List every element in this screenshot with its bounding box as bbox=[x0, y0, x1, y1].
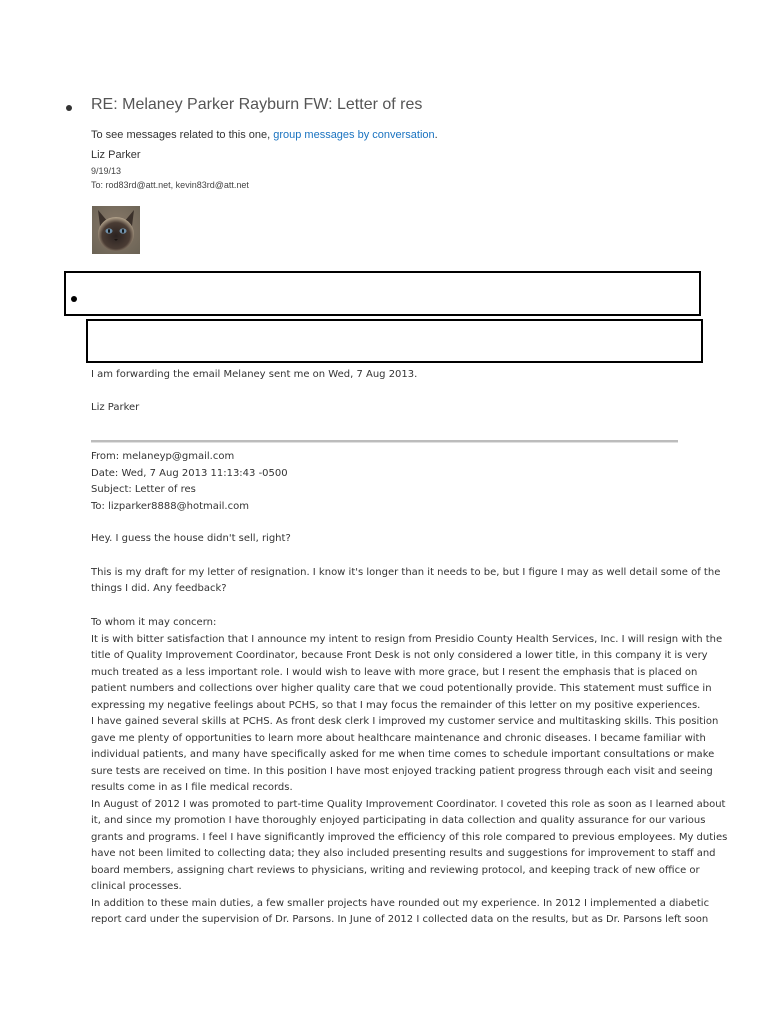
message-date: 9/19/13 bbox=[91, 166, 122, 176]
related-messages-note bbox=[91, 129, 438, 141]
related-suffix: . bbox=[434, 129, 438, 141]
forwarded-from: From: melaneyp@gmail.com bbox=[91, 451, 235, 462]
letter-line: results come in as I file medical records. bbox=[91, 782, 293, 793]
redacted-bullet bbox=[71, 296, 77, 302]
redacted-box-secondary bbox=[86, 319, 703, 363]
letter-line: gave me plenty of opportunities to learn more about healthcare maintenance and chronic diseases. I became familiar with bbox=[91, 732, 706, 744]
redacted-box bbox=[64, 271, 701, 316]
avatar[interactable] bbox=[92, 206, 140, 254]
letter-line: individual patients, and many have specifically asked for me when time comes to schedule important consultations or make bbox=[91, 749, 715, 760]
letter-line: it, and since my promotion I have thoroughly enjoyed participating in data collection and quality assurance for our various bbox=[91, 815, 706, 826]
letter-body bbox=[91, 615, 728, 929]
letter-line: have not been limited to collecting data; they also included presenting results and suggestions for improvement to staff and bbox=[91, 848, 716, 859]
forwarded-date: Date: Wed, 7 Aug 2013 11:13:43 -0500 bbox=[91, 468, 288, 479]
letter-line: board members, assigning chart reviews to physicians, writing and reviewing protocol, and keeping track of new office or bbox=[91, 864, 700, 876]
forward-intro: I am forwarding the email Melaney sent me on Wed, 7 Aug 2013. bbox=[91, 369, 418, 380]
forwarded-to: To: lizparker8888@hotmail.com bbox=[91, 501, 249, 512]
letter-line: much treated as a less important role. I would wish to leave with more grace, but I resent the emphasis that is placed on bbox=[91, 666, 698, 678]
letter-line: patient numbers and collections over higher quality care that we coud potentionally provide. This statement must suffice in bbox=[91, 683, 712, 694]
cat-avatar-icon bbox=[92, 206, 140, 254]
draft-note-line: This is my draft for my letter of resignation. I know it's longer than it needs to be, but I figure I may as well detail some of the bbox=[91, 567, 721, 578]
letter-line: I have gained several skills at PCHS. As front desk clerk I improved my customer service and multitasking skills. This position bbox=[91, 716, 719, 727]
letter-line: title of Quality Improvement Coordinator, because Front Desk is not only considered a lower title, in this company it is very bbox=[91, 650, 708, 661]
letter-line: It is with bitter satisfaction that I announce my intent to resign from Presidio County Health Services, Inc. I will resign with the bbox=[91, 633, 723, 645]
letter-line: sure tests are received on time. In this position I have most enjoyed tracking patient progress through each visit and seeing bbox=[91, 765, 713, 777]
greeting: Hey. I guess the house didn't sell, right? bbox=[91, 533, 291, 544]
message-subject: RE: Melaney Parker Rayburn FW: Letter of res bbox=[91, 96, 423, 113]
forwarded-subject: Subject: Letter of res bbox=[91, 484, 196, 495]
group-by-conversation-link[interactable]: group messages by conversation bbox=[273, 129, 435, 141]
recipients: To: rod83rd@att.net, kevin83rd@att.net bbox=[91, 180, 249, 190]
letter-line: expressing my negative feelings about PCHS, so that I may focus the remainder of this letter on my positive experiences. bbox=[91, 699, 701, 711]
letter-line: In August of 2012 I was promoted to part-time Quality Improvement Coordinator. I coveted this role as soon as I learned about bbox=[91, 798, 726, 810]
letter-line: clinical processes. bbox=[91, 881, 182, 892]
related-prefix: To see messages related to this one, bbox=[91, 129, 274, 141]
letter-line: To whom it may concern: bbox=[91, 617, 217, 628]
letter-line: grants and programs. I feel I have significantly improved the efficiency of this role compared to previous employees. My duties bbox=[91, 831, 728, 843]
thread-bullet bbox=[66, 105, 72, 111]
divider bbox=[91, 440, 678, 443]
sender-name[interactable]: Liz Parker bbox=[91, 149, 141, 161]
draft-note-line: things I did. Any feedback? bbox=[91, 583, 227, 594]
letter-line: report card under the supervision of Dr. Parsons. In June of 2012 I collected data on the results, but as Dr. Parsons left soon bbox=[91, 914, 709, 925]
signature: Liz Parker bbox=[91, 402, 140, 413]
letter-line: In addition to these main duties, a few smaller projects have rounded out my experience. In 2012 I implemented a diabetic bbox=[91, 897, 710, 909]
